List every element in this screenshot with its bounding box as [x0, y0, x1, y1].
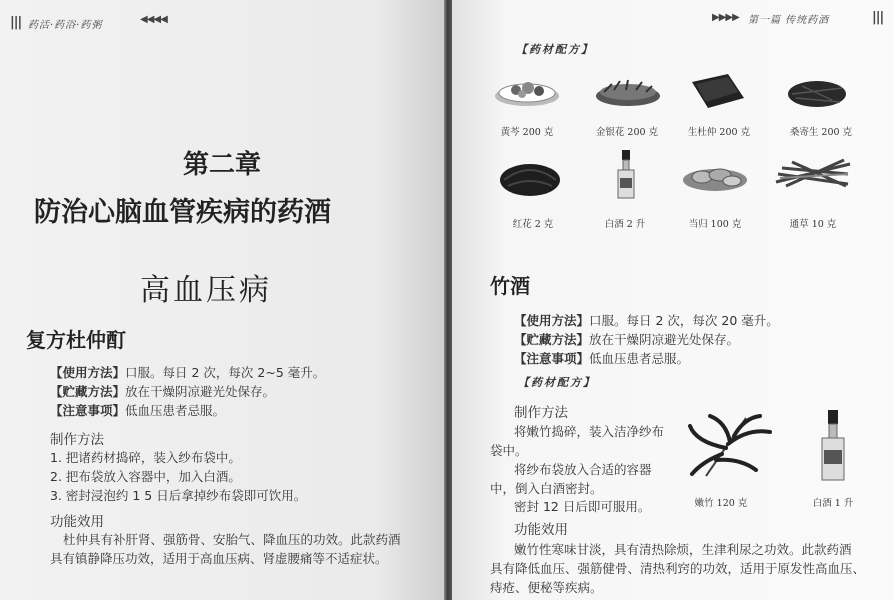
herb-caption: 白酒 1 升	[812, 498, 854, 509]
usage-line	[514, 311, 779, 329]
header-bars-icon: |||	[872, 10, 884, 25]
formula-label: 【药材配方】	[516, 43, 594, 56]
method-line: 将纱布袋放入合适的容器	[514, 462, 652, 477]
herb-caption: 黄芩 200 克	[500, 127, 554, 138]
chapter-title: 防治心脑血管疾病的药酒	[34, 197, 331, 228]
book-gutter	[444, 0, 452, 600]
arrows-right-icon: ▶▶▶▶	[712, 12, 739, 23]
storage-line	[514, 330, 739, 348]
method-step: 3. 密封浸泡约 1 5 日后拿掉纱布袋即可饮用。	[50, 488, 307, 503]
storage-text: 放在干燥阴凉避光处保存。	[125, 384, 276, 399]
formula-label: 【药材配方】	[518, 376, 596, 389]
effect-line: 具有降低血压、强筋健骨、清热利窍的功效，适用于原发性高血压、	[490, 561, 866, 576]
herb-caption: 生杜仲 200 克	[687, 127, 751, 138]
liquor-bottle-icon	[818, 410, 848, 482]
herb-caption: 红花 2 克	[512, 219, 554, 230]
stems-pile-icon	[772, 152, 858, 192]
usage-text: 口服。每日 2 次，每次 20 毫升。	[589, 313, 779, 328]
usage-label: 【使用方法】	[514, 313, 590, 328]
usage-line	[50, 363, 325, 381]
storage-text: 放在干燥阴凉避光处保存。	[589, 332, 740, 347]
safflower-pile-icon	[498, 156, 562, 198]
bark-icon	[688, 72, 748, 114]
storage-line	[50, 382, 275, 400]
method-heading: 制作方法	[514, 405, 568, 421]
herb-pile-icon	[492, 72, 562, 108]
effect-heading: 功能效用	[50, 514, 104, 530]
usage-label: 【使用方法】	[50, 365, 126, 380]
bamboo-icon	[686, 414, 776, 478]
method-line: 将嫩竹捣碎，装入洁净纱布	[514, 424, 665, 439]
effect-line: 痔疮、便秘等疾病。	[490, 580, 603, 595]
method-heading: 制作方法	[50, 432, 104, 448]
herb-caption: 嫩竹 120 克	[694, 498, 748, 509]
herb-caption: 通草 10 克	[789, 219, 837, 230]
effect-line: 嫩竹性寒味甘淡，具有清热除烦，生津利尿之功效。此款药酒	[514, 542, 852, 557]
liquor-bottle-icon	[614, 150, 638, 200]
usage-text: 口服。每日 2 次，每次 2~5 毫升。	[125, 365, 326, 380]
caution-label: 【注意事项】	[50, 403, 126, 418]
storage-label: 【贮藏方法】	[514, 332, 590, 347]
right-running-header: 第一篇 传统药酒	[748, 15, 830, 26]
herb-caption: 白酒 2 升	[604, 219, 646, 230]
caution-line	[50, 401, 225, 419]
effect-line: 具有镇静降压功效，适用于高血压病、肾虚腰痛等不适症状。	[50, 551, 388, 566]
method-line: 中，倒入白酒密封。	[490, 481, 603, 496]
recipe-title: 竹酒	[490, 274, 530, 298]
flower-bowl-icon	[592, 76, 664, 108]
herb-caption: 当归 100 克	[688, 219, 742, 230]
recipe-title: 复方杜仲酊	[26, 328, 126, 352]
header-bars-icon: |||	[10, 15, 22, 30]
method-line: 袋中。	[490, 443, 528, 458]
root-slices-icon	[680, 160, 750, 194]
caution-label: 【注意事项】	[514, 351, 590, 366]
caution-text: 低血压患者忌服。	[589, 351, 690, 366]
right-page	[452, 0, 894, 600]
method-step: 1. 把诸药材捣碎，装入纱布袋中。	[50, 450, 241, 465]
chapter-number: 第二章	[182, 150, 261, 180]
effect-line: 杜仲具有补肝肾、强筋骨、安胎气、降血压的功效。此款药酒	[63, 532, 401, 547]
twig-pile-icon	[786, 74, 848, 110]
section-title: 高血压病	[140, 273, 272, 308]
herb-caption: 金银花 200 克	[595, 127, 659, 138]
storage-label: 【贮藏方法】	[50, 384, 126, 399]
caution-line	[514, 349, 689, 367]
method-step: 2. 把布袋放入容器中，加入白酒。	[50, 469, 241, 484]
method-line: 密封 12 日后即可服用。	[514, 499, 651, 514]
caution-text: 低血压患者忌服。	[125, 403, 226, 418]
herb-caption: 桑寄生 200 克	[789, 127, 853, 138]
effect-heading: 功能效用	[514, 522, 568, 538]
left-page	[0, 0, 444, 600]
arrows-left-icon: ◀◀◀◀	[140, 14, 167, 25]
left-running-header: 药活·药浴·药粥	[28, 20, 103, 31]
